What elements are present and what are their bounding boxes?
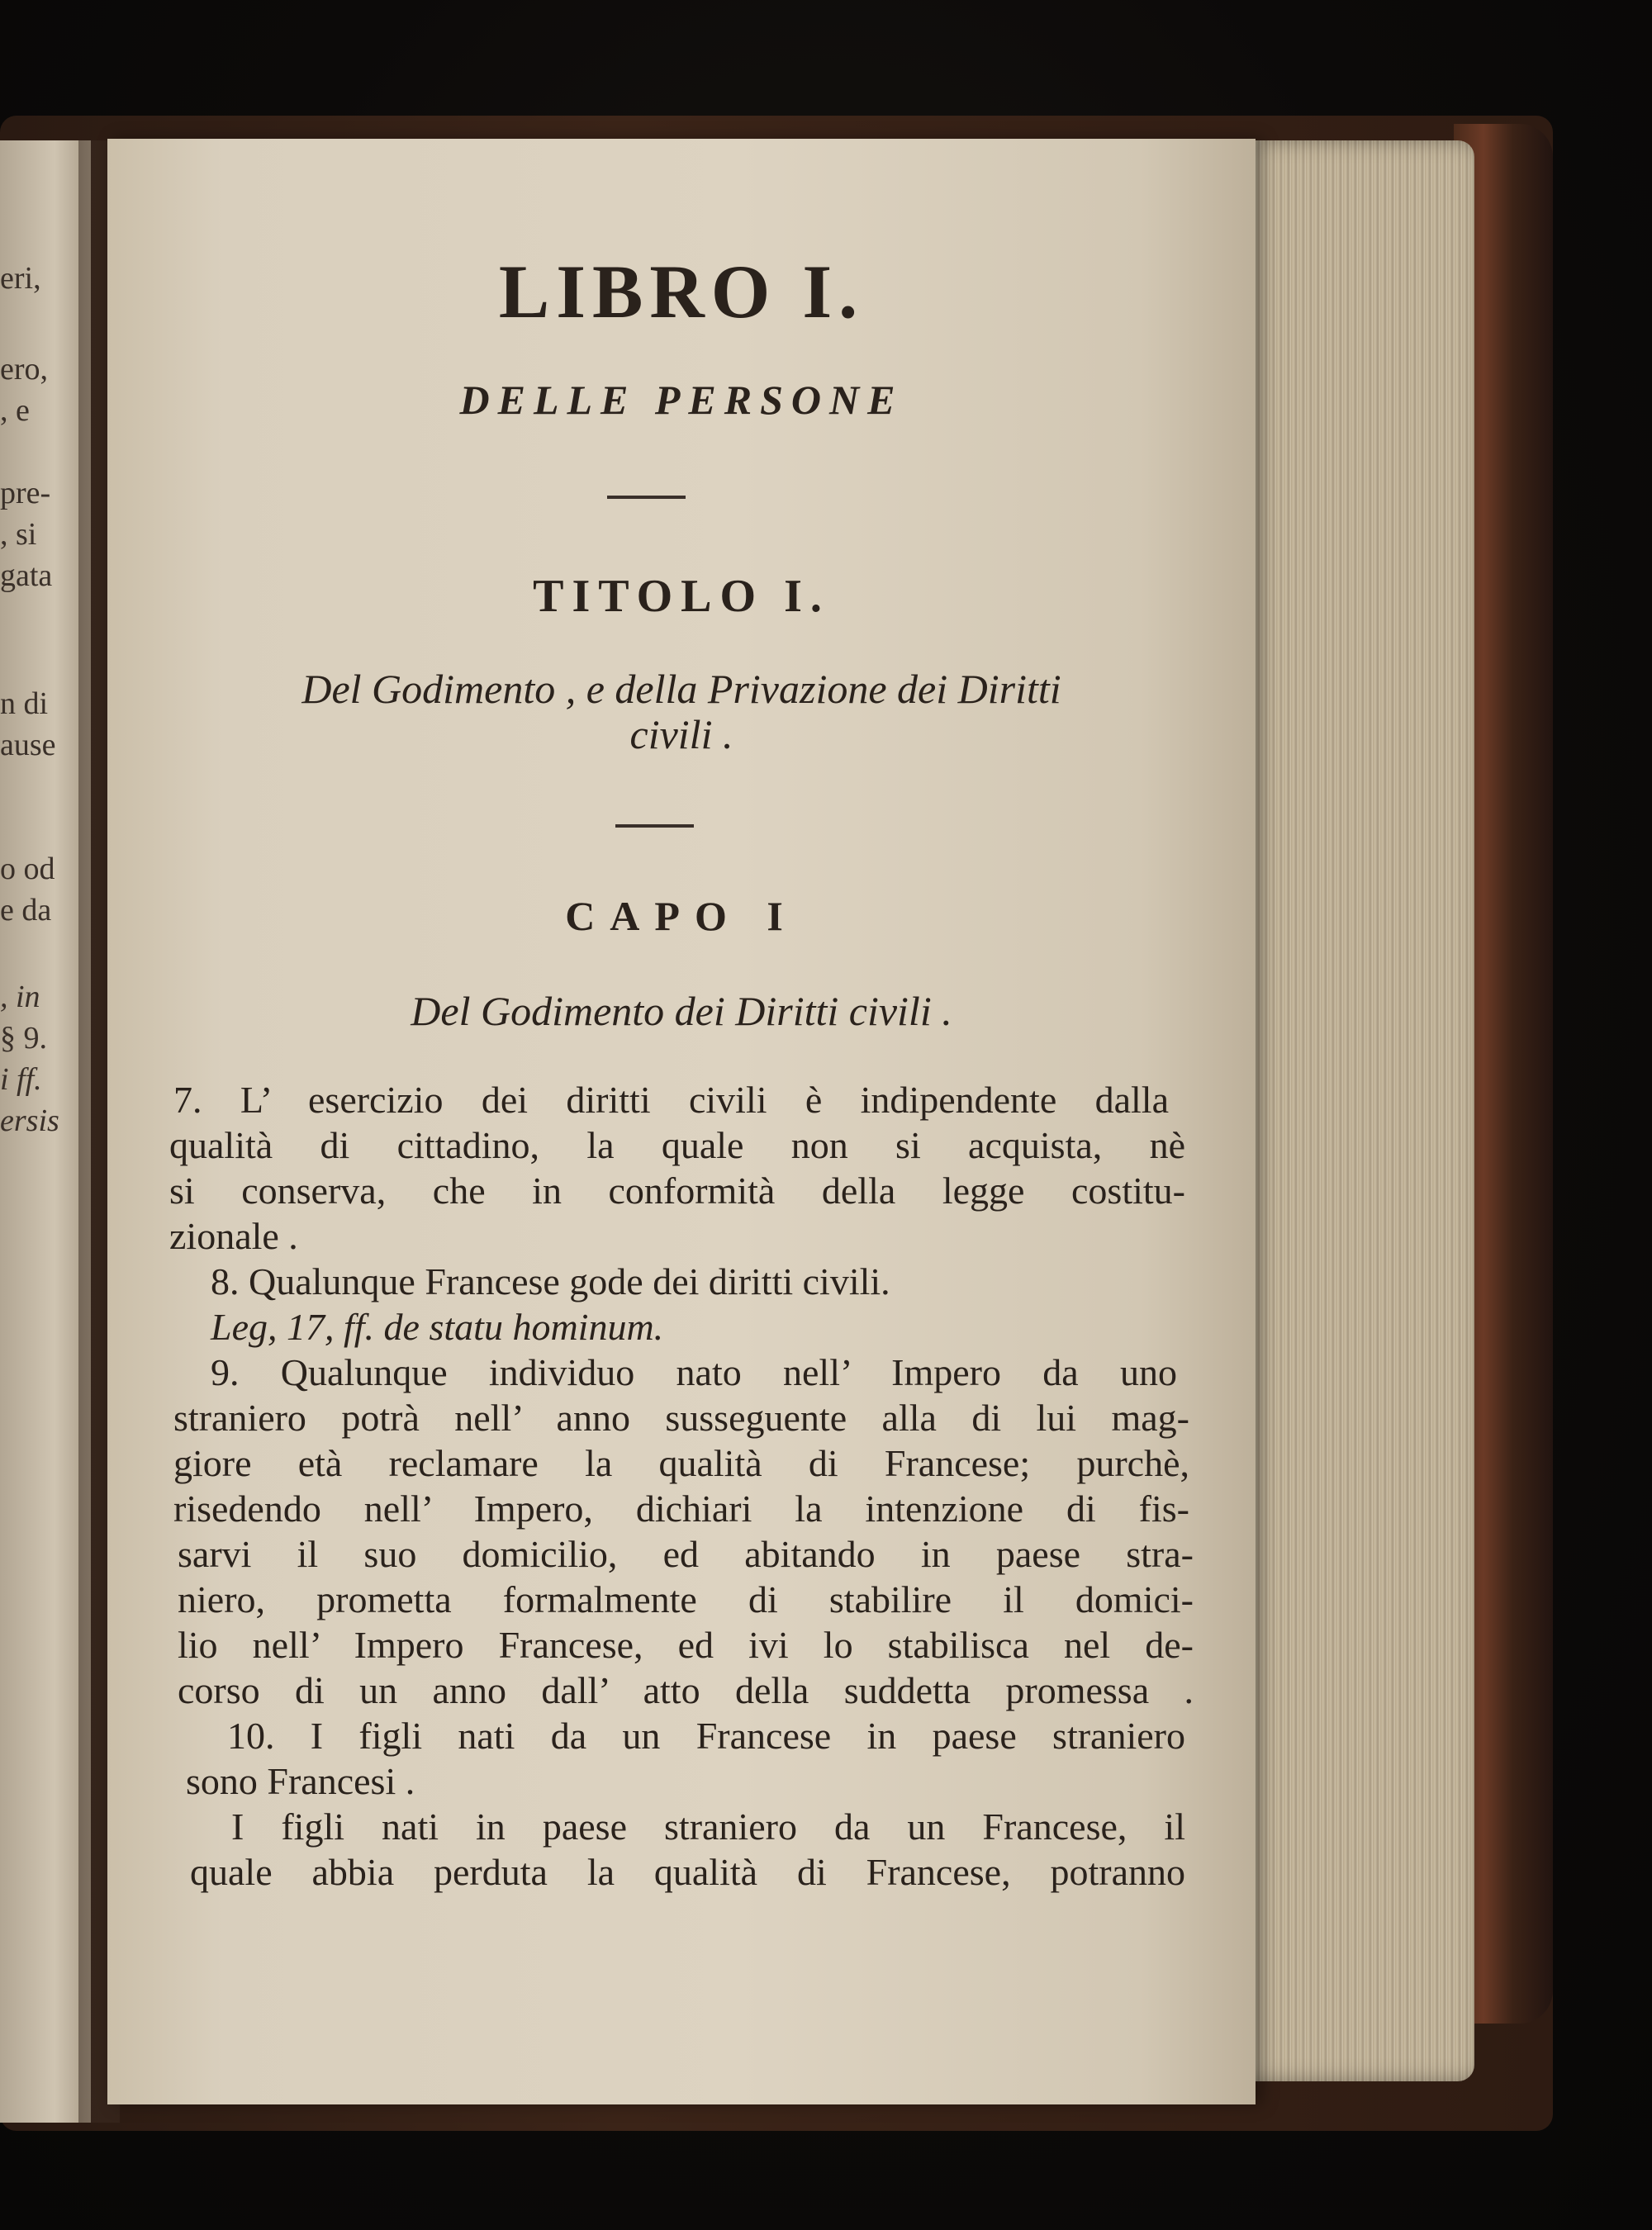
- body-line: quale abbia perduta la qualità di Francese, potranno: [190, 1851, 1185, 1893]
- body-line: 10. I figli nati da un Francese in paese straniero: [227, 1715, 1185, 1757]
- left-fragment: ero,: [0, 352, 49, 387]
- left-fragment: , e: [0, 393, 30, 428]
- body-line: risedendo nell’ Impero, dichiari la intenzione di fis-: [173, 1487, 1189, 1530]
- left-fragment: eri,: [0, 261, 41, 296]
- title-heading: TITOLO I.: [533, 571, 830, 622]
- left-fragment: n di: [0, 686, 49, 721]
- body-line: lio nell’ Impero Francese, ed ivi lo stabilisca nel de-: [178, 1624, 1194, 1666]
- left-fragment: e da: [0, 893, 52, 928]
- body-line: 8. Qualunque Francese gode dei diritti civili.: [211, 1260, 890, 1302]
- body-line: 9. Qualunque individuo nato nell’ Impero da uno: [211, 1351, 1177, 1393]
- page-block-edge: [1239, 140, 1474, 2081]
- body-line: zionale .: [169, 1215, 298, 1257]
- left-fragment: gata: [0, 558, 53, 593]
- title-subtitle-line-1: Del Godimento , e della Privazione dei Diritti: [301, 666, 1061, 712]
- left-fragment: , si: [0, 517, 37, 552]
- body-line: sarvi il suo domicilio, ed abitando in paese stra-: [178, 1533, 1194, 1575]
- body-line: I figli nati in paese straniero da un Francese, il: [231, 1805, 1185, 1848]
- body-line: niero, prometta formalmente di stabilire il domici-: [178, 1578, 1194, 1620]
- book-heading: LIBRO I.: [498, 249, 865, 334]
- title-subtitle-line-2: civili .: [629, 711, 733, 757]
- body-line: qualità di cittadino, la quale non si acquista, nè: [169, 1124, 1185, 1166]
- left-fragment: ause: [0, 728, 56, 762]
- divider-rule: [607, 496, 686, 499]
- body-line: corso di un anno dall’ atto della suddetta promessa .: [178, 1669, 1194, 1711]
- left-fragment: pre-: [0, 476, 51, 510]
- chapter-heading: CAPO I: [565, 893, 798, 939]
- left-fragment: o od: [0, 852, 55, 886]
- chapter-subtitle: Del Godimento dei Diritti civili .: [411, 988, 952, 1034]
- left-fragment: ersis: [0, 1103, 59, 1138]
- left-fragment: , in: [0, 980, 40, 1014]
- left-fragment: § 9.: [0, 1021, 47, 1056]
- body-line: Leg, 17, ff. de statu hominum.: [211, 1306, 664, 1348]
- body-line: giore età reclamare la qualità di Francese; purchè,: [173, 1442, 1189, 1484]
- left-fragment: i ff.: [0, 1062, 42, 1097]
- body-line: sono Francesi .: [186, 1760, 415, 1802]
- body-line: 7. L’ esercizio dei diritti civili è indipendente dalla: [173, 1079, 1169, 1121]
- left-page: [0, 140, 91, 2123]
- divider-rule: [615, 824, 694, 828]
- body-line: straniero potrà nell’ anno susseguente alla di lui mag-: [173, 1397, 1189, 1439]
- book-subtitle: DELLE PERSONE: [459, 377, 904, 423]
- body-line: si conserva, che in conformità della legge costitu-: [169, 1170, 1185, 1212]
